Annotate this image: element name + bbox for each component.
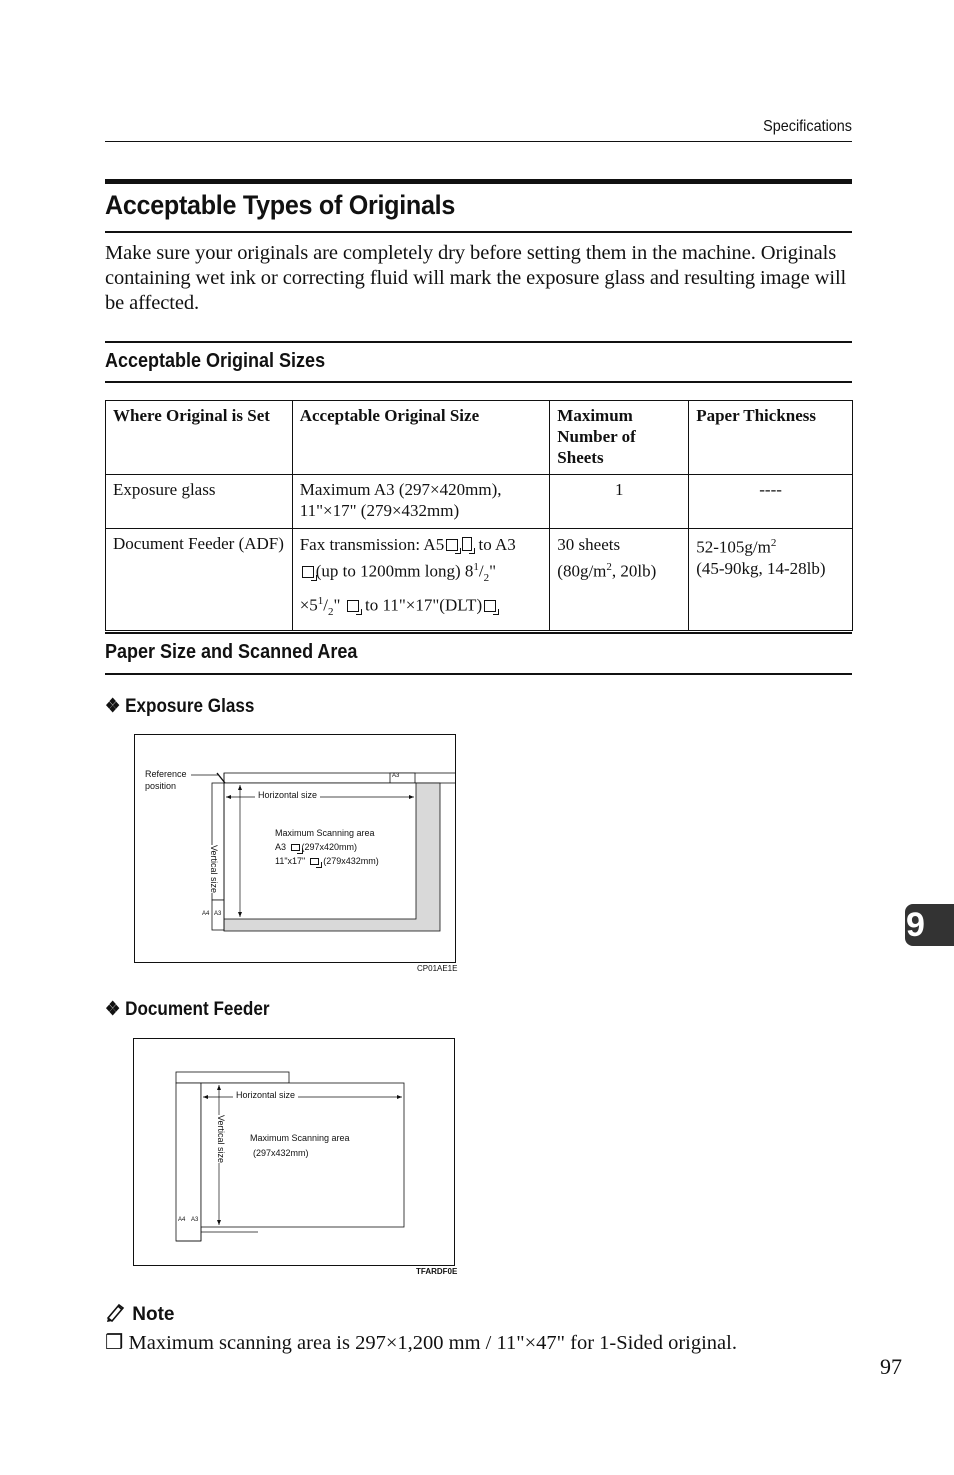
- intro-paragraph: Make sure your originals are completely dry before setting them in the machine. Originals containing wet ink or correcting fluid will mark the exposure glass and resulting image will be affected.: [105, 242, 847, 314]
- scan-area-size: A3: [275, 842, 287, 852]
- checkbox-bullet-icon: ❒: [105, 1332, 124, 1354]
- fraction-denominator: 2: [328, 606, 334, 619]
- reference-label: Reference: [145, 769, 187, 779]
- page-number: 97: [880, 1354, 902, 1379]
- horizontal-size-label: Horizontal size: [255, 790, 320, 800]
- page-title: Acceptable Types of Originals: [105, 190, 456, 220]
- scan-area-title: Maximum Scanning area: [275, 828, 375, 838]
- chapter-tab: [905, 904, 954, 946]
- a3-label: A3: [392, 773, 400, 779]
- table-cell: [292, 529, 550, 631]
- thickness-text: 52-105g/m: [696, 537, 771, 557]
- size-text: to A3: [478, 535, 516, 554]
- inch-mark: ": [489, 561, 497, 581]
- table-cell: [689, 529, 853, 631]
- size-text: 11"×17" (279×432mm): [299, 501, 460, 520]
- scan-area-ledger: [275, 856, 379, 866]
- a3-label: A3: [191, 1217, 199, 1223]
- a4-label: A4: [178, 1217, 186, 1223]
- column-header: Paper Thickness: [689, 401, 853, 475]
- note-heading: [105, 1302, 175, 1326]
- note-title: Note: [132, 1304, 175, 1325]
- note-item: [105, 1330, 737, 1355]
- column-header: Maximum Number of Sheets: [550, 401, 689, 475]
- table-header-row: [106, 401, 853, 475]
- exposure-glass-title: Exposure Glass: [125, 696, 255, 717]
- fraction-numerator: 1: [473, 561, 479, 573]
- section-top-rule: [105, 632, 852, 634]
- diamond-bullet-icon: ❖: [105, 999, 121, 1020]
- size-text: Fax transmission: A5: [299, 535, 445, 554]
- superscript: 2: [606, 561, 612, 573]
- sheets-text: , 20lb): [611, 561, 657, 581]
- header-rule: [105, 141, 852, 142]
- section-bottom-rule: [105, 381, 852, 383]
- title-bottom-rule: [105, 231, 852, 233]
- original-sizes-table: [105, 400, 853, 631]
- exposure-glass-heading: [105, 695, 254, 718]
- sheets-text: 30 sheets: [557, 535, 621, 554]
- table-cell: ----: [689, 475, 853, 529]
- size-text: Maximum A3 (297×420mm),: [299, 480, 502, 499]
- title-top-rule: [105, 179, 852, 184]
- column-header: Where Original is Set: [106, 401, 293, 475]
- size-text: ×5: [299, 595, 318, 615]
- table-row: [106, 475, 853, 529]
- fraction-denominator: 2: [483, 572, 490, 585]
- column-header: Acceptable Original Size: [292, 401, 550, 475]
- sheets-text: (80g/m: [557, 561, 607, 581]
- scan-heading: Paper Size and Scanned Area: [105, 641, 358, 663]
- document-feeder-heading: [105, 998, 270, 1021]
- landscape-paper-icon: [484, 600, 496, 612]
- a3-label: A3: [214, 911, 222, 917]
- landscape-paper-icon: [347, 600, 359, 612]
- exposure-glass-figure: [134, 734, 456, 963]
- table-cell: Exposure glass: [106, 475, 293, 529]
- fraction-slash: /: [323, 595, 329, 615]
- table-cell: 1: [550, 475, 689, 529]
- table-row: [106, 529, 853, 631]
- table-cell: [292, 475, 550, 529]
- portrait-paper-icon: [462, 537, 472, 551]
- landscape-paper-icon: [291, 844, 300, 851]
- superscript: 2: [770, 537, 777, 549]
- a4-label: A4: [202, 911, 210, 917]
- vertical-size-label: Vertical size: [209, 845, 219, 894]
- fraction-slash: /: [478, 561, 484, 581]
- document-feeder-title: Document Feeder: [125, 999, 270, 1020]
- vertical-size-label: Vertical size: [216, 1115, 226, 1164]
- note-text: Maximum scanning area is 297×1,200 mm / 11"×47" for 1-Sided original.: [128, 1332, 737, 1354]
- scan-area-title: Maximum Scanning area: [250, 1133, 350, 1143]
- document-feeder-figure: [133, 1038, 455, 1266]
- running-header: Specifications: [763, 118, 852, 135]
- scan-area-size: 11"x17": [275, 856, 306, 866]
- thickness-text: (45-90kg, 14-28lb): [696, 558, 826, 578]
- table-cell: [550, 529, 689, 631]
- scan-area-size: (279x432mm): [323, 856, 379, 866]
- section-top-rule: [105, 341, 852, 343]
- landscape-paper-icon: [302, 566, 314, 578]
- scan-area-a3: [275, 842, 357, 852]
- section-bottom-rule: [105, 673, 852, 675]
- pencil-icon: [105, 1302, 127, 1322]
- scan-area-size: (297x420mm): [301, 842, 358, 852]
- size-text: (up to 1200mm long) 8: [315, 561, 474, 581]
- sizes-heading: Acceptable Original Sizes: [105, 350, 326, 372]
- landscape-paper-icon: [446, 539, 458, 551]
- diamond-bullet-icon: ❖: [105, 696, 121, 717]
- chapter-number: 9: [906, 906, 925, 944]
- size-text: to 11"×17"(DLT): [364, 595, 483, 615]
- inch-mark: ": [333, 595, 341, 615]
- horizontal-size-label: Horizontal size: [233, 1090, 298, 1100]
- figure-code: TFARDF0E: [416, 1267, 458, 1276]
- reference-label: position: [145, 781, 177, 791]
- figure-code: CP01AE1E: [417, 964, 458, 973]
- fraction-numerator: 1: [317, 595, 324, 608]
- table-cell: Document Feeder (ADF): [106, 529, 293, 631]
- landscape-paper-icon: [310, 858, 319, 865]
- scan-area-size: (297x432mm): [253, 1148, 309, 1158]
